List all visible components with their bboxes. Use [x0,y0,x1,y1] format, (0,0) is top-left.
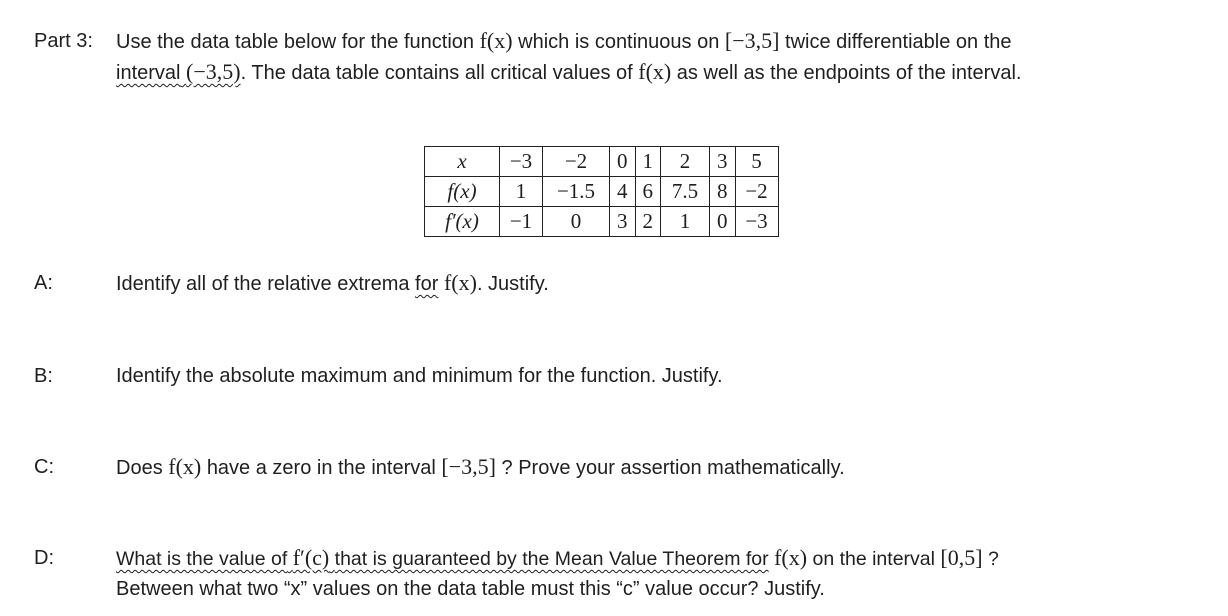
table-cell: −3 [500,147,543,177]
derivative-notation: f′(c) [292,545,330,570]
function-notation: f(x) [638,59,672,84]
table-cell: 1 [661,207,710,237]
table-cell: 0 [610,147,636,177]
question-c-text-1: Does [116,457,163,479]
question-d-line-2: Between what two “x” values on the data table must this “c” value occur? Justify. [116,578,825,600]
mvt-phrase: What is the value of f′(c) that is guaranteed by the Mean Value Theorem for [116,545,769,570]
row-header-fprime: f′(x) [425,207,500,237]
open-interval: (−3,5) [186,59,241,84]
table-cell: −1.5 [543,177,610,207]
closed-interval: [0,5] [940,545,983,570]
function-notation: f(x) [168,454,202,479]
question-d-line-1 [116,543,999,574]
function-notation: f(x) [443,270,477,295]
table-cell: 1 [635,147,661,177]
question-c [116,452,845,483]
table-cell: 1 [500,177,543,207]
table-cell: 7.5 [661,177,710,207]
question-c-label: C: [34,456,54,478]
data-table [424,146,779,237]
question-a-text: Identify all of the relative extrema [116,273,410,295]
table-cell: 0 [710,207,736,237]
question-c-text-3: ? Prove your assertion mathematically. [501,457,845,479]
intro-text-1a: Use the data table below for the function [116,31,475,53]
table-cell: −2 [735,177,778,207]
table-cell: −1 [500,207,543,237]
intro-text-2b: . The data table contains all critical values of [240,62,633,84]
for-word: for [415,273,439,295]
question-d-text-4: ? [987,548,999,570]
table-row-fprime [425,207,779,237]
question-d-text-3: on the interval [812,548,935,570]
closed-interval: [−3,5] [724,28,780,53]
table-row-x [425,147,779,177]
intro-text-1b: which is continuous on [518,31,720,53]
intro-line-1 [116,26,1012,57]
table-cell: 5 [735,147,778,177]
table-cell: −2 [543,147,610,177]
part-label: Part 3: [34,30,93,52]
table-cell: 3 [710,147,736,177]
table-cell: 0 [543,207,610,237]
intro-text-1c: twice differentiable on the [785,31,1012,53]
question-a-label: A: [34,272,53,294]
table-cell: 6 [635,177,661,207]
question-a [116,268,549,299]
question-b: Identify the absolute maximum and minimum for the function. Justify. [116,365,723,387]
question-b-label: B: [34,365,53,387]
function-notation: f(x) [774,545,808,570]
row-header-f: f(x) [425,177,500,207]
closed-interval: [−3,5] [441,454,496,479]
question-c-text-2: have a zero in the interval [206,457,436,479]
question-d-label: D: [34,547,54,569]
table-cell: 8 [710,177,736,207]
table-cell: 2 [661,147,710,177]
table-cell: 3 [610,207,636,237]
table-cell: 4 [610,177,636,207]
intro-line-2 [116,57,1021,88]
question-a-text-end: . Justify. [476,273,549,295]
table-cell: −3 [735,207,778,237]
interval-word: interval (−3,5) [116,59,241,84]
table-row-f [425,177,779,207]
row-header-x: x [425,147,500,177]
function-notation: f(x) [479,28,513,53]
intro-text-2c: as well as the endpoints of the interval. [676,62,1022,84]
table-cell: 2 [635,207,661,237]
